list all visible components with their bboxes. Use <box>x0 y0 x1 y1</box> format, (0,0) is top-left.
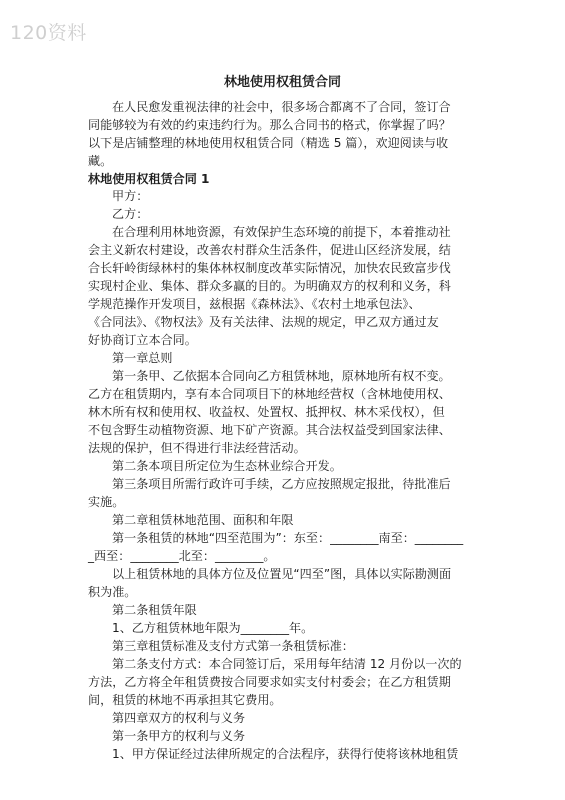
paragraph-line: 第一条甲、乙依据本合同向乙方租赁林地，原林地所有权不变。 <box>112 369 451 383</box>
paragraph-line: 第二条租赁年限 <box>112 603 197 617</box>
paragraph-line: 在人民愈发重视法律的社会中，很多场合都离不了合同，签订合 <box>112 100 451 114</box>
paragraph-line: 实现村企业、集体、群众多赢的目的。为明确双方的权利和义务，科 <box>88 279 451 293</box>
paragraph-line: 林木所有权和使用权、收益权、处置权、抵押权、林木采伐权），但 <box>88 405 445 419</box>
paragraph-line: 藏。 <box>88 154 113 168</box>
paragraph-line: 第二条本项目所定位为生态林业综合开发。 <box>112 459 342 473</box>
paragraph-line: 实施。 <box>88 495 125 509</box>
paragraph-line: 同能够较为有效的约束违约行为。那么合同书的格式，你掌握了吗？ <box>88 118 451 132</box>
paragraph-line: 以下是店铺整理的林地使用权租赁合同（精选 5 篇），欢迎阅读与收 <box>88 136 449 150</box>
paragraph-line: 第一条租赁的林地“四至范围为”：东至：________南至：________ <box>112 531 464 545</box>
paragraph-line: 合长轩岭街绿林村的集体林权制度改革实际情况，加快农民致富步伐 <box>88 261 451 275</box>
paragraph-line: 方法，乙方将全年租赁费按合同要求如实支付村委会；在乙方租赁期 <box>88 675 451 689</box>
chapter-heading: 第四章双方的权利与义务 <box>112 711 246 725</box>
paragraph-line: 学规范操作开发项目，兹根据《森林法》、《农村土地承包法》、 <box>88 297 421 311</box>
section-heading: 林地使用权租赁合同 1 <box>88 172 210 186</box>
paragraph-line: 第三条项目所需行政许可手续，乙方应按照规定报批，待批准后 <box>112 477 451 491</box>
document-title: 林地使用权租赁合同 <box>223 75 341 90</box>
chapter-heading: 第一章总则 <box>112 351 173 365</box>
paragraph-line: 间，租赁的林地不再承担其它费用。 <box>88 693 282 707</box>
watermark: 120资料 <box>10 22 87 44</box>
paragraph-line: 乙方： <box>112 207 149 221</box>
paragraph-line: _西至：________北至：________。 <box>88 549 276 563</box>
paragraph-line: 第二条支付方式：本合同签订后，采用每年结清 12 月份以一次的 <box>112 657 462 671</box>
paragraph-line: 第一条甲方的权利与义务 <box>112 729 246 743</box>
paragraph-line: 《合同法》、《物权法》及有关法律、法规的规定，甲乙双方通过友 <box>88 315 439 329</box>
paragraph-line: 好协商订立本合同。 <box>88 333 197 347</box>
paragraph-line: 不包含野生动植物资源、地下矿产资源。其合法权益受到国家法律、 <box>88 423 451 437</box>
paragraph-line: 1、甲方保证经过法律所规定的合法程序，获得行使将该林地租赁 <box>112 747 459 761</box>
paragraph-line: 会主义新农村建设，改善农村群众生活条件，促进山区经济发展，结 <box>88 243 451 257</box>
paragraph-line: 甲方： <box>112 189 149 203</box>
paragraph-line: 法规的保护，但不得进行非法经营活动。 <box>88 441 306 455</box>
paragraph-line: 积为准。 <box>88 585 137 599</box>
paragraph-line: 以上租赁林地的具体方位及位置见“四至”图，具体以实际勘测面 <box>112 567 452 581</box>
paragraph-line: 在合理利用林地资源，有效保护生态环境的前提下，本着推动社 <box>112 225 451 239</box>
paragraph-line: 1、乙方租赁林地年限为________年。 <box>112 621 314 635</box>
paragraph-line: 乙方在租赁期内，享有本合同项目下的林地经营权（含林地使用权、 <box>88 387 451 401</box>
chapter-heading: 第二章租赁林地范围、面积和年限 <box>112 513 294 527</box>
chapter-heading: 第三章租赁标准及支付方式第一条租赁标准： <box>112 639 354 653</box>
